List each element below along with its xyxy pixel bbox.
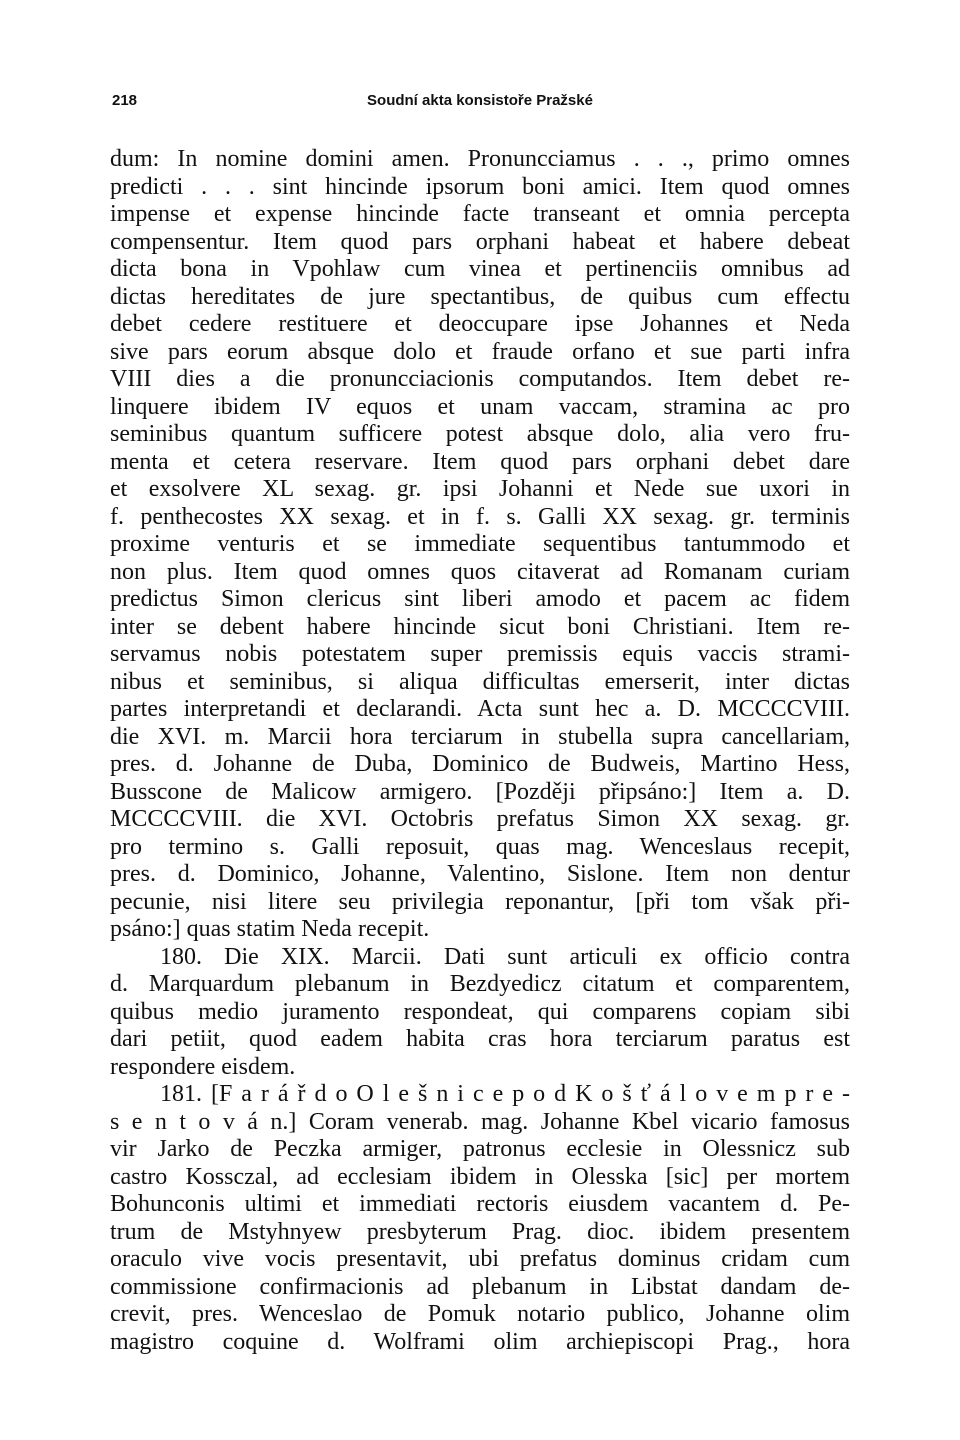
text-line: pres. d. Dominico, Johanne, Valentino, Sislone. Item non dentur	[110, 861, 850, 887]
body-text	[110, 146, 850, 1356]
text-line: commissione confirmacionis ad plebanum in Libstat dandam de-	[110, 1273, 850, 1300]
text-line: quibus medio juramento respondeat, qui comparens copiam sibi	[110, 998, 850, 1025]
text-line: nibus et seminibus, si aliqua difficultas emerserit, inter dictas	[110, 668, 850, 695]
text-line: impense et expense hincinde facte transeant et omnia percepta	[110, 201, 850, 227]
text-line: pres. d. Johanne de Duba, Dominico de Budweis, Martino Hess,	[110, 751, 850, 777]
text-line: Busscone de Malicow armigero. [Později připsáno:] Item a. D.	[110, 778, 850, 805]
text-line: seminibus quantum sufficere potest absque dolo, alia vero fru-	[110, 421, 850, 447]
text-line: pecunie, nisi litere seu privilegia reponantur, [při tom však při-	[110, 888, 850, 915]
text-line: menta et cetera reservare. Item quod pars orphani debet dare	[110, 448, 850, 475]
text-line: f. penthecostes XX sexag. et in f. s. Galli XX sexag. gr. terminis	[110, 503, 850, 530]
text-line: trum de Mstyhnyew presbyterum Prag. dioc. ibidem presentem	[110, 1218, 850, 1245]
text-line: et exsolvere XL sexag. gr. ipsi Johanni et Nede sue uxori in	[110, 476, 850, 502]
text-line: compensentur. Item quod pars orphani habeat et habere debeat	[110, 228, 850, 255]
page-number: 218	[112, 92, 138, 109]
text-line: oraculo vive vocis presentavit, ubi prefatus dominus cridam cum	[110, 1246, 850, 1272]
text-line: die XVI. m. Marcii hora terciarum in stubella supra cancellariam,	[110, 723, 850, 750]
text-line: magistro coquine d. Wolframi olim archiepiscopi Prag., hora	[110, 1328, 850, 1355]
text-line: predictus Simon clericus sint liberi amodo et pacem ac fidem	[110, 586, 850, 612]
text-line: inter se debent habere hincinde sicut boni Christiani. Item re-	[110, 613, 850, 640]
text-line: castro Kossczal, ad ecclesiam ibidem in Olesska [sic] per mortem	[110, 1163, 850, 1190]
text-line: crevit, pres. Wenceslao de Pomuk notario publico, Johanne olim	[110, 1301, 850, 1327]
running-title: Soudní akta konsistoře Pražské	[367, 92, 593, 109]
text-line: predicti . . . sint hincinde ipsorum boni amici. Item quod omnes	[110, 173, 850, 200]
text-line: d. Marquardum plebanum in Bezdyedicz citatum et comparentem,	[110, 971, 850, 997]
text-line: sive pars eorum absque dolo et fraude orfano et sue parti infra	[110, 338, 850, 365]
text-line: linquere ibidem IV equos et unam vaccam, stramina ac pro	[110, 393, 850, 420]
entry-181-heading: 181. [F a r á ř d o O l e š n i c e p o d K o š ť á l o v e m p r e -	[160, 1081, 850, 1107]
entry-180-heading: 180. Die XIX. Marcii. Dati sunt articuli ex officio contra	[160, 943, 850, 970]
text-line: dictas hereditates de jure spectantibus, de quibus cum effectu	[110, 283, 850, 310]
text-line: partes interpretandi et declarandi. Acta sunt hec a. D. MCCCCVIII.	[110, 696, 850, 722]
text-line: non plus. Item quod omnes quos citaverat ad Romanam curiam	[110, 558, 850, 585]
page-header	[112, 88, 848, 118]
text-line: MCCCCVIII. die XVI. Octobris prefatus Simon XX sexag. gr.	[110, 806, 850, 832]
text-line: s e n t o v á n.] Coram venerab. mag. Johanne Kbel vicario famosus	[110, 1108, 850, 1135]
text-line: debet cedere restituere et deoccupare ipse Johannes et Neda	[110, 311, 850, 337]
text-line: dicta bona in Vpohlaw cum vinea et pertinenciis omnibus ad	[110, 256, 850, 282]
text-line: VIII dies a die pronuncciacionis computandos. Item debet re-	[110, 366, 850, 392]
text-line: servamus nobis potestatem super premissis equis vaccis strami-	[110, 641, 850, 667]
text-line: respondere eisdem.	[110, 1053, 296, 1080]
text-line: Bohunconis ultimi et immediati rectoris eiusdem vacantem d. Pe-	[110, 1191, 850, 1217]
text-line: pro termino s. Galli reposuit, quas mag. Wenceslaus recepit,	[110, 833, 850, 860]
text-line: vir Jarko de Peczka armiger, patronus ecclesie in Olessnicz sub	[110, 1136, 850, 1162]
text-line: psáno:] quas statim Neda recepit.	[110, 916, 430, 942]
text-line: dari petiit, quod eadem habita cras hora terciarum paratus est	[110, 1026, 850, 1052]
text-line: proxime venturis et se immediate sequentibus tantummodo et	[110, 531, 850, 557]
text-line: dum: In nomine domini amen. Pronuncciamus . . ., primo omnes	[110, 146, 850, 172]
